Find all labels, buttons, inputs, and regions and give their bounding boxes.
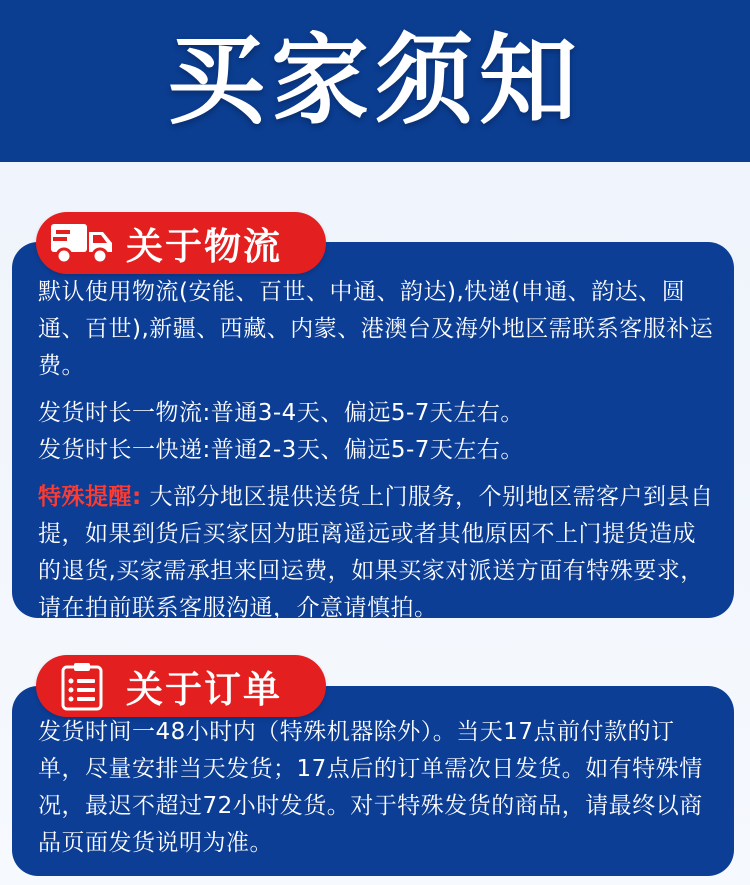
logistics-duration-kuaidi: 发货时长一快递:普通2-3天、偏远5-7天左右。 bbox=[38, 437, 524, 463]
logistics-default-text: 默认使用物流(安能、百世、中通、韵达),快递(申通、韵达、圆通、百世),新疆、西藏、内蒙、港澳台及海外地区需联系客服补运费。 bbox=[38, 279, 714, 379]
logistics-duration-wuliu: 发货时长一物流:普通3-4天、偏远5-7天左右。 bbox=[38, 400, 524, 426]
logistics-section-heading bbox=[36, 212, 326, 274]
logistics-section-title: 关于物流 bbox=[126, 225, 282, 268]
order-section-heading bbox=[36, 655, 326, 717]
truck-icon bbox=[48, 217, 116, 269]
page-title: 买家须知 bbox=[166, 24, 583, 138]
page-header bbox=[0, 0, 750, 162]
reminder-label: 特殊提醒: bbox=[38, 484, 142, 510]
clipboard-icon bbox=[48, 660, 116, 712]
reminder-text: 大部分地区提供送货上门服务，个别地区需客户到县自提，如果到货后买家因为距离遥远或者其他原因不上门提货造成的退货,买家需承担来回运费，如果买家对派送方面有特殊要求，请在拍前联系客服沟通，介意请慎拍。 bbox=[38, 484, 714, 621]
order-text: 发货时间一48小时内（特殊机器除外）。当天17点前付款的订单，尽量安排当天发货；17点后的订单需次日发货。如有特殊情况，最迟不超过72小时发货。对于特殊发货的商品，请最终以商品页面发货说明为准。 bbox=[38, 719, 703, 856]
logistics-panel bbox=[12, 242, 734, 621]
order-section-title: 关于订单 bbox=[126, 668, 282, 711]
logistics-reminder bbox=[38, 479, 714, 627]
